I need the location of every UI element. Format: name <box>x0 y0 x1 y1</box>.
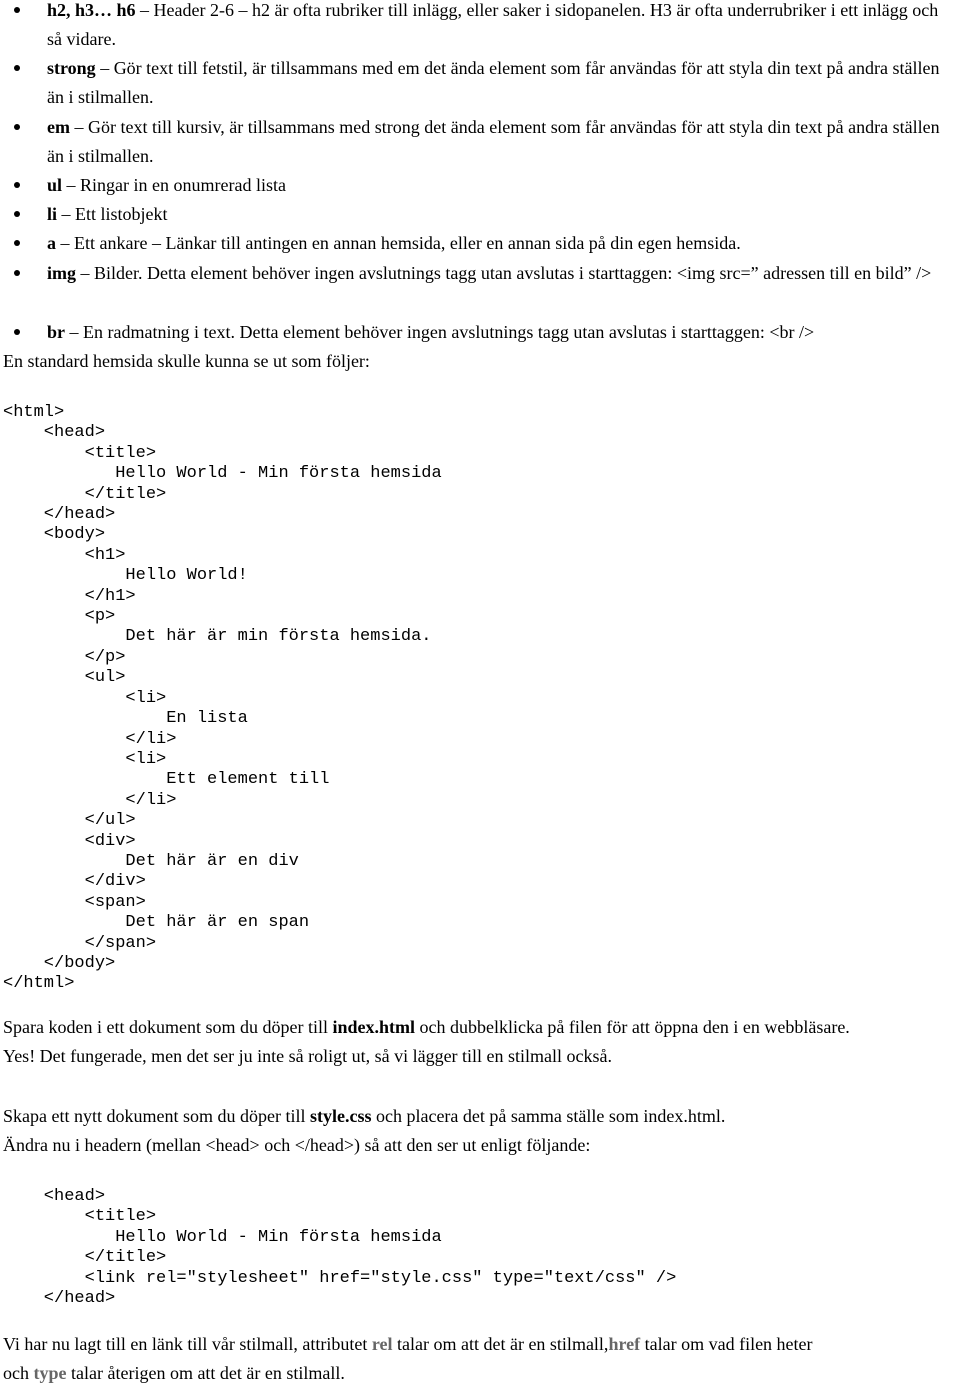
attr-rel: rel <box>371 1334 393 1354</box>
tag-description: – Ett ankare – Länkar till antingen en annan hemsida, eller en annan sida på din egen hemsida. <box>56 233 741 253</box>
bullet-icon <box>14 270 20 276</box>
tag-description: – Gör text till kursiv, är tillsammans med strong det ända element som får användas för att styla din text på andra ställen än i stilmallen. <box>47 117 940 166</box>
filename-style: style.css <box>309 1106 372 1126</box>
tag-name: br <box>47 322 65 342</box>
tag-description: – Bilder. Detta element behöver ingen avslutnings tagg utan avslutas i starttaggen: <img src=” adressen till en bild” /> <box>76 263 932 283</box>
bullet-item <box>47 171 952 200</box>
attr-type: type <box>33 1363 67 1383</box>
tag-name: h2, h3… h6 <box>47 0 136 20</box>
create-style-paragraph: Skapa ett nytt dokument som du döper till style.css och placera det på samma ställe som index.html. <box>3 1106 726 1126</box>
bullet-item <box>47 113 952 171</box>
bullet-icon <box>14 182 20 188</box>
change-header-paragraph: Ändra nu i headern (mellan <head> och </head>) så att den ser ut enligt följande: <box>3 1135 591 1155</box>
bullet-item <box>47 54 952 112</box>
tag-name: em <box>47 117 70 137</box>
tag-description: – Ett listobjekt <box>57 204 168 224</box>
intro-paragraph: En standard hemsida skulle kunna se ut som följer: <box>3 351 370 371</box>
tag-name: li <box>47 204 58 224</box>
tag-description: – Header 2-6 – h2 är ofta rubriker till inlägg, eller saker i sidopanelen. H3 är ofta underrubriker i ett inlägg och så vidare. <box>47 0 939 49</box>
code-block-head: <head> <title> Hello World - Min första hemsida </title> <link rel="stylesheet" href="style.css" type="text/css" /> </head> <box>43 1187 677 1309</box>
bullet-item <box>47 318 952 347</box>
yes-paragraph: Yes! Det fungerade, men det ser ju inte så roligt ut, så vi lägger till en stilmall också. <box>3 1046 613 1066</box>
save-paragraph: Spara koden i ett dokument som du döper till index.html och dubbelklicka på filen för att öppna den i en webbläsare. <box>3 1017 850 1037</box>
bullet-icon <box>14 65 20 71</box>
tag-description: – Gör text till fetstil, är tillsammans med em det ända element som får användas för att styla din text på andra ställen än i stilmallen. <box>47 58 940 107</box>
tag-name: img <box>47 263 76 283</box>
bullet-icon <box>14 7 20 13</box>
bullet-item <box>47 259 952 288</box>
bullet-item <box>47 0 952 54</box>
tag-name: a <box>47 233 56 253</box>
attr-href: href <box>608 1334 641 1354</box>
tag-name: strong <box>47 58 96 78</box>
bullet-item <box>47 200 952 229</box>
bullet-icon <box>14 329 20 335</box>
bullet-item <box>47 229 952 258</box>
bullet-icon <box>14 211 20 217</box>
tag-name: ul <box>47 175 63 195</box>
tag-description: – Ringar in en onumrerad lista <box>62 175 286 195</box>
tag-description: – En radmatning i text. Detta element behöver ingen avslutnings tagg utan avslutas i starttaggen: <br /> <box>65 322 815 342</box>
bullet-icon <box>14 240 20 246</box>
bullet-icon <box>14 124 20 130</box>
filename-index: index.html <box>332 1017 415 1037</box>
final-paragraph-line1: Vi har nu lagt till en länk till vår stilmall, attributet rel talar om att det är en stilmall,href talar om vad filen heter <box>3 1334 813 1354</box>
code-block-html: <html> <head> <title> Hello World - Min första hemsida </title> </head> <body> <h1> Hello World! </h1> <p> Det här är min första hemsida. </p> <ul> <li> En lista </li> <li> Ett element till </li> </ul> <div> Det här är en div </div> <span> Det här är en span </span> </body> </html> <box>3 403 442 994</box>
final-paragraph-line2: och type talar återigen om att det är en stilmall. <box>3 1363 345 1383</box>
